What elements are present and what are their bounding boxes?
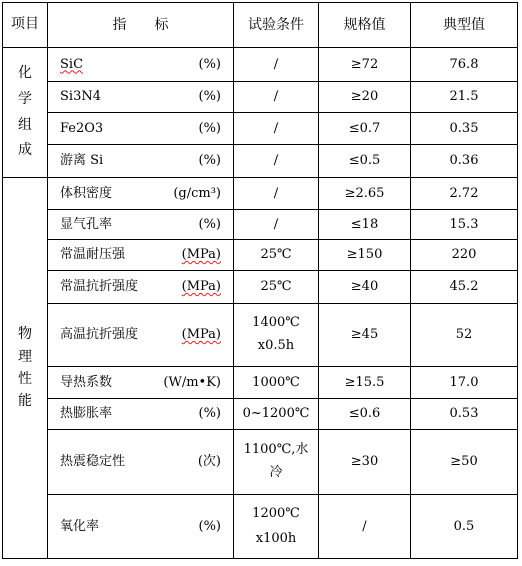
param-unit: (%) [198,518,221,534]
param-name: 显气孔率 [60,216,113,232]
param-unit: (%) [198,216,221,232]
typical-cell: 76.8 [449,56,479,72]
spec-cell: ≤18 [350,216,379,232]
param-name: 热震稳定性 [60,454,126,470]
param-cell [48,367,233,398]
condition-cell: 25℃ [260,279,292,295]
param-cell [48,210,233,239]
spec-cell: ≥15.5 [344,374,385,390]
spec-cell: ≤0.6 [348,406,381,422]
condition-cell: 0~1200℃ [242,406,310,422]
spec-cell: ≥45 [350,327,379,343]
spec-cell: ≥40 [350,279,379,295]
condition-cell: / [273,185,279,201]
condition-line: 冷 [269,465,283,480]
header-spec: 规格值 [343,16,386,33]
typical-cell: 0.36 [449,153,479,169]
param-cell [48,113,233,144]
condition-line: x100h [255,530,297,546]
condition-cell [234,304,318,366]
param-unit: (%) [198,153,221,169]
param-name: SiC [60,56,84,72]
param-cell [48,48,233,81]
spec-cell: ≥30 [350,454,379,470]
condition-cell: / [273,216,279,232]
spec-cell: ≥2.65 [344,185,385,201]
condition-line: 1200℃ [252,505,300,521]
condition-line: 1400℃ [252,315,300,331]
param-name: Si3N4 [60,89,101,105]
condition-cell: 1000℃ [252,374,300,390]
param-name: Fe2O3 [60,120,104,136]
param-unit: (MPa) [181,327,221,343]
param-cell [48,399,233,429]
group-chemical-char: 化 [18,64,32,81]
param-name: 常温抗折强度 [60,279,139,295]
param-unit: (%) [198,120,221,136]
typical-cell: 0.35 [449,120,479,136]
header-item: 项目 [11,16,39,33]
typical-cell: 52 [455,327,473,343]
param-unit: (MPa) [181,279,221,295]
condition-cell: 25℃ [260,247,292,263]
param-unit: (MPa) [181,247,221,263]
condition-cell: / [273,153,279,169]
param-cell [48,145,233,177]
param-cell [48,82,233,112]
spec-cell: / [362,518,367,534]
spec-cell: ≥150 [346,247,383,263]
condition-cell: / [273,89,279,105]
param-name: 游离 Si [60,153,104,169]
typical-cell: 0.53 [449,406,479,422]
param-cell [48,495,233,558]
header-typical: 典型值 [443,16,485,33]
header-indicator: 指 标 [112,16,169,33]
param-unit: (%) [198,406,221,422]
param-name: 常温耐压强 [60,247,126,263]
typical-cell: 220 [451,247,477,263]
group-chemical-char: 成 [18,142,32,159]
param-unit: (%) [198,56,221,72]
param-unit: (%) [198,89,221,105]
condition-line: 1100℃,水 [243,442,309,458]
typical-cell: 2.72 [449,185,479,201]
param-unit: (W/m•K) [163,374,221,390]
spec-cell: ≥72 [350,56,379,72]
header-condition: 试验条件 [248,16,304,33]
typical-cell: 0.5 [453,518,475,534]
group-chemical-char: 组 [18,116,32,133]
group-physical-char: 物 [18,326,32,343]
group-physical-char: 能 [18,393,32,410]
param-cell [48,178,233,209]
condition-cell [234,430,318,494]
group-physical-char: 理 [18,348,32,365]
condition-line: x0.5h [257,338,295,353]
param-unit: (次) [197,454,221,470]
param-name: 热膨胀率 [60,406,113,422]
group-chemical-label [3,48,47,177]
group-chemical-char: 学 [18,90,32,107]
param-name: 氧化率 [60,518,100,534]
typical-cell: 15.3 [449,216,479,232]
condition-cell: / [273,56,279,72]
group-physical-char: 性 [18,371,32,387]
param-name: 导热系数 [60,374,113,390]
spec-cell: ≤0.5 [348,153,381,169]
param-name: 体积密度 [60,185,113,201]
spec-cell: ≤0.7 [348,120,381,136]
param-cell [48,240,233,270]
group-physical-label [3,178,47,558]
typical-cell: 17.0 [449,374,479,390]
typical-cell: ≥50 [450,454,478,470]
param-cell [48,430,233,494]
param-cell [48,304,233,366]
condition-cell [234,495,318,558]
param-name: 高温抗折强度 [60,327,139,343]
condition-cell: / [273,120,279,136]
param-cell [48,271,233,303]
param-unit: (g/cm³) [173,185,221,201]
typical-cell: 45.2 [449,279,479,295]
spec-cell: ≥20 [350,89,379,105]
typical-cell: 21.5 [449,89,479,105]
